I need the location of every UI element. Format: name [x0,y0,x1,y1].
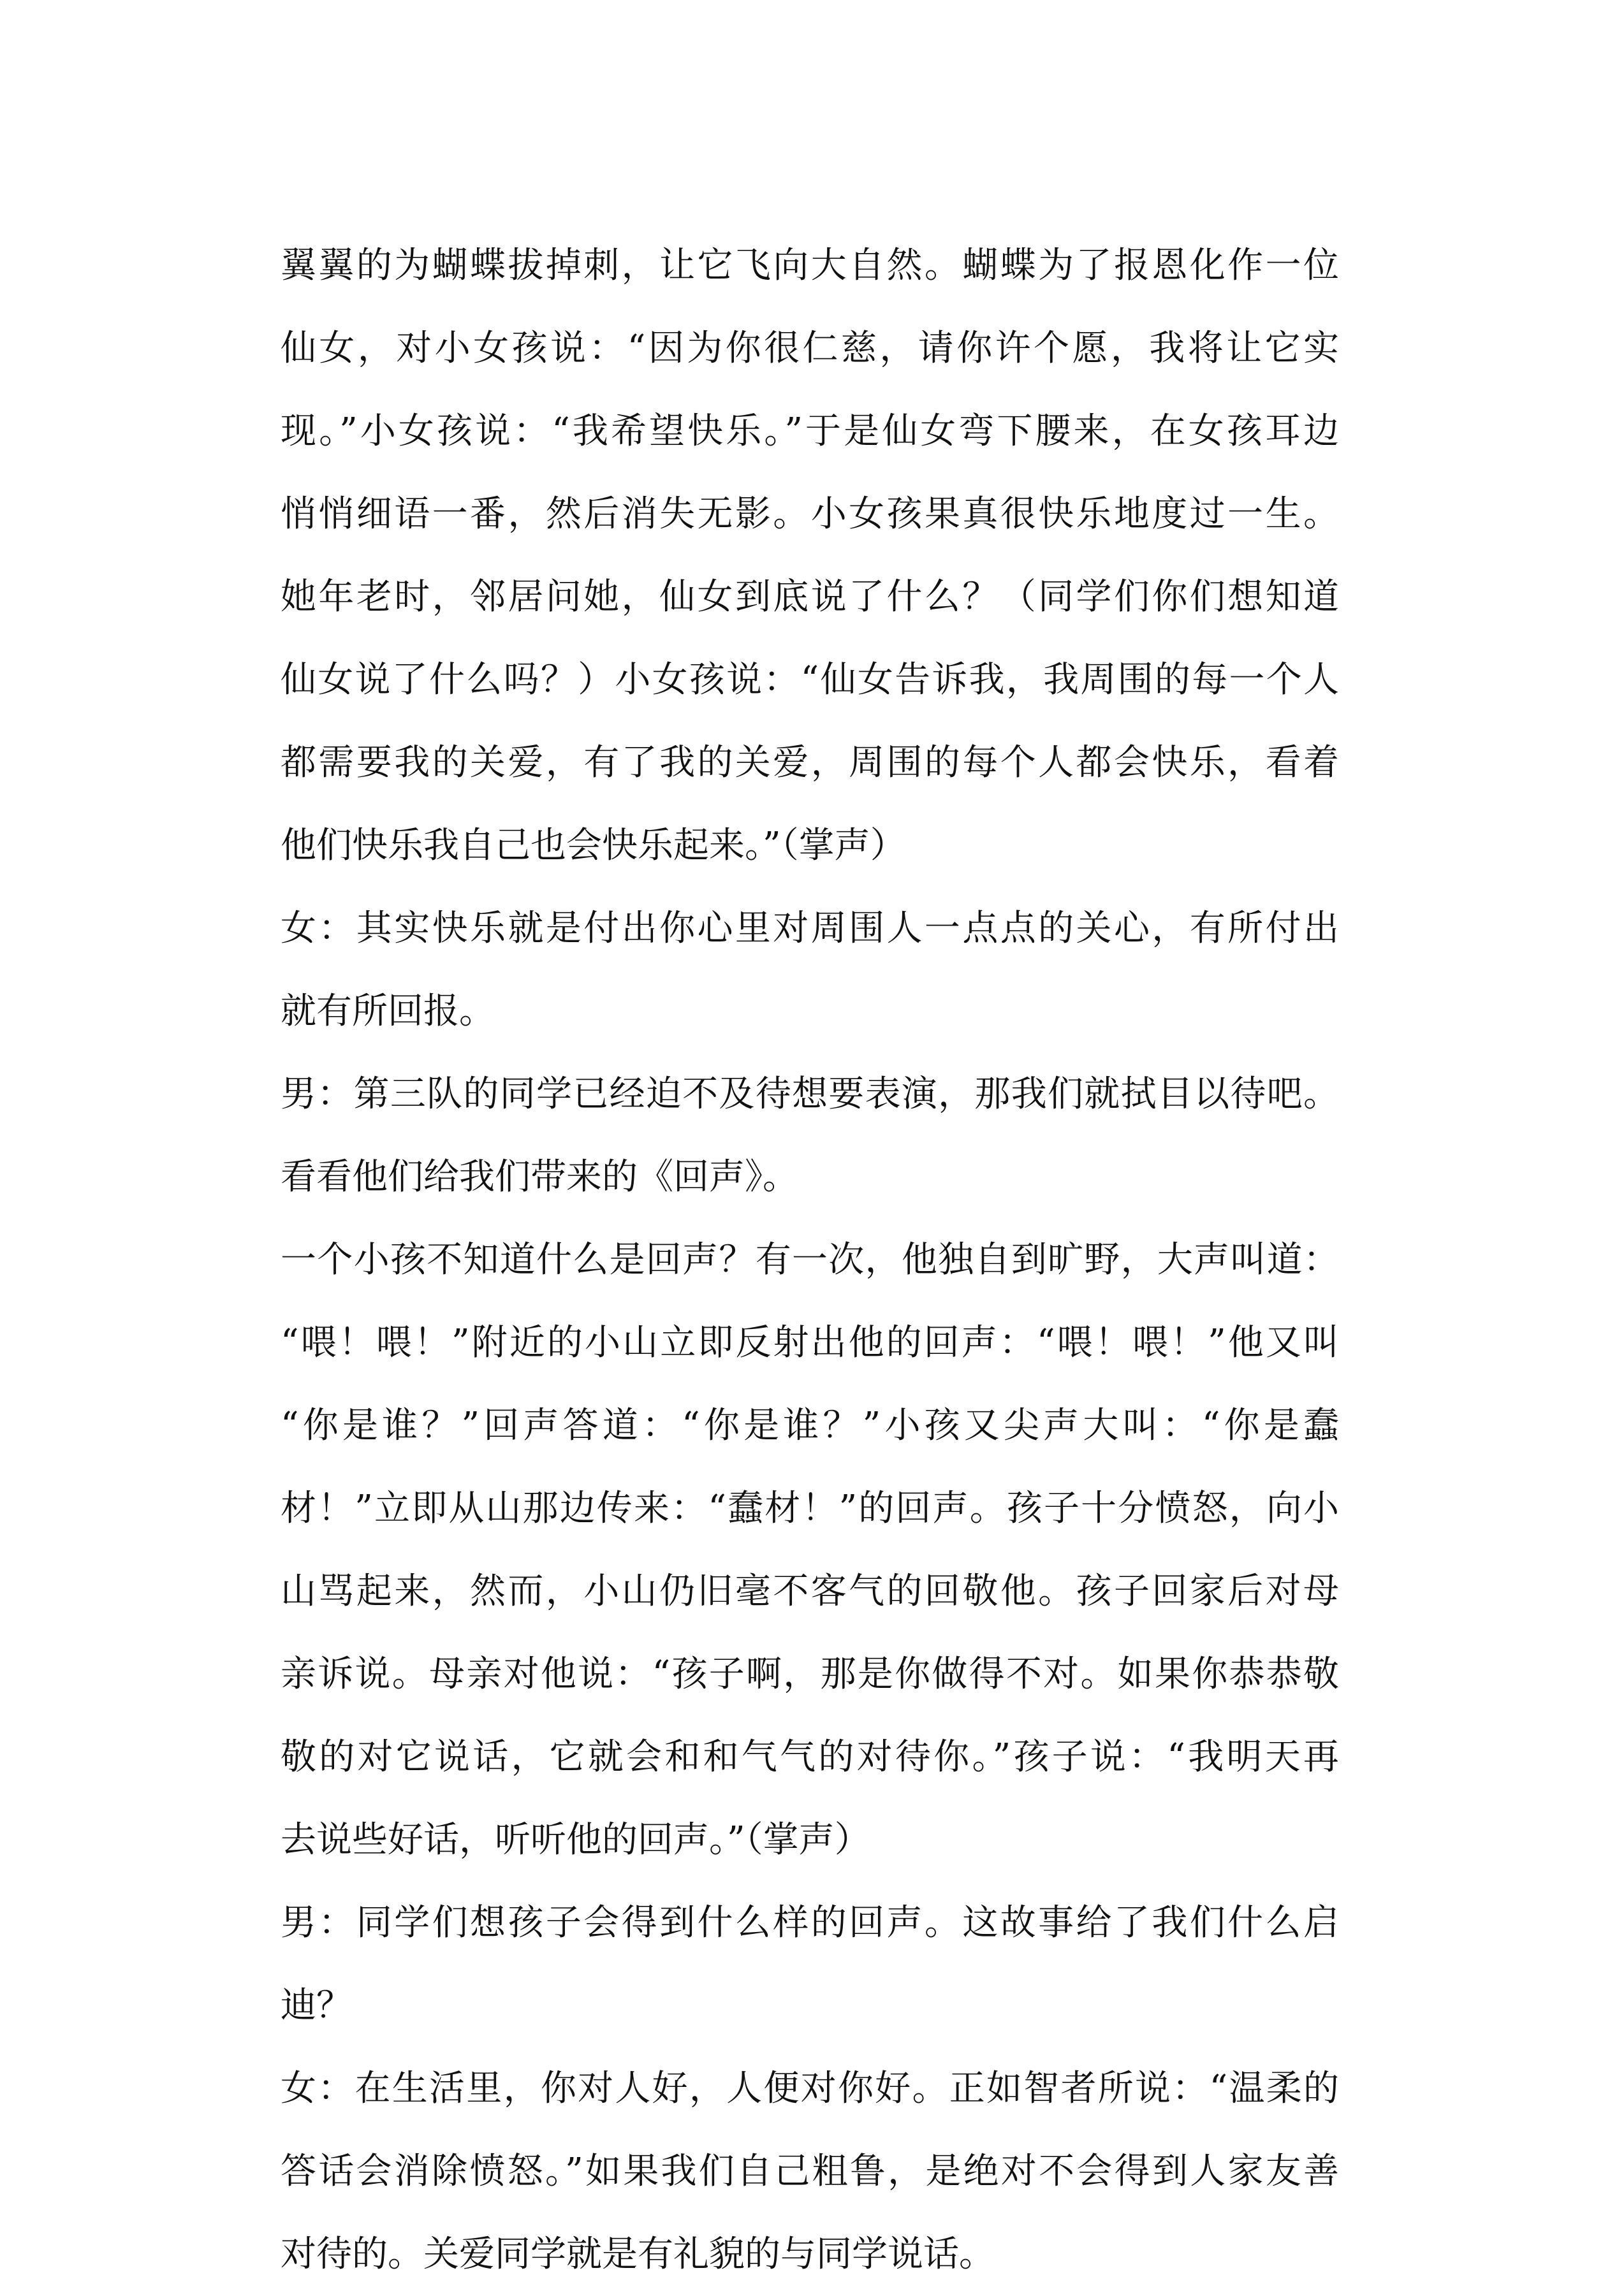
text-line: 对待的。关爱同学就是有礼貌的与同学说话。 [281,2234,995,2275]
text-line: “你是谁？”回声答道：“你是谁？”小孩又尖声大叫：“你是蠢 [281,1405,1339,1446]
text-line: 迪？ [281,1985,352,2026]
text-line: 女：在生活里，你对人好，人便对你好。正如智者所说：“温柔的 [281,2068,1339,2109]
text-line: 敬的对它说话，它就会和和气气的对待你。”孩子说：“我明天再 [281,1736,1339,1778]
text-line: 都需要我的关爱，有了我的关爱，周围的每个人都会快乐，看着 [281,742,1339,783]
text-line: 看看他们给我们带来的《回声》。 [281,1156,798,1198]
text-line: 男：第三队的同学已经迫不及待想要表演，那我们就拭目以待吧。 [281,1073,1339,1115]
text-line: 现。”小女孩说：“我希望快乐。”于是仙女弯下腰来，在女孩耳边 [281,411,1339,452]
text-line: 翼翼的为蝴蝶拔掉刺，让它飞向大自然。蝴蝶为了报恩化作一位 [281,245,1339,286]
document-body [281,224,1339,2296]
text-line: 他们快乐我自己也会快乐起来。”（掌声） [281,825,906,866]
text-line: 就有所回报。 [281,991,495,1032]
text-line: 仙女，对小女孩说：“因为你很仁慈，请你许个愿，我将让它实 [281,328,1339,369]
text-line: 答话会消除愤怒。”如果我们自己粗鲁，是绝对不会得到人家友善 [281,2151,1339,2192]
text-line: 去说些好话，听听他的回声。”（掌声） [281,1819,870,1861]
text-line: 材！”立即从山那边传来：“蠢材！”的回声。孩子十分愤怒，向小 [281,1488,1339,1529]
text-line: 悄悄细语一番，然后消失无影。小女孩果真很快乐地度过一生。 [281,493,1339,535]
text-line: 男：同学们想孩子会得到什么样的回声。这故事给了我们什么启 [281,1902,1339,1944]
text-line: 仙女说了什么吗？）小女孩说：“仙女告诉我，我周围的每一个人 [281,659,1339,701]
text-line: 她年老时，邻居问她，仙女到底说了什么？（同学们你们想知道 [281,576,1339,618]
text-line: “喂！喂！”附近的小山立即反射出他的回声：“喂！喂！”他又叫 [281,1322,1339,1363]
text-line: 山骂起来，然而，小山仍旧毫不客气的回敬他。孩子回家后对母 [281,1571,1339,1612]
text-line: 女：其实快乐就是付出你心里对周围人一点点的关心，有所付出 [281,908,1339,949]
text-line: 一个小孩不知道什么是回声？有一次，他独自到旷野，大声叫道： [281,1239,1339,1281]
text-line: 亲诉说。母亲对他说：“孩子啊，那是你做得不对。如果你恭恭敬 [281,1653,1339,1695]
